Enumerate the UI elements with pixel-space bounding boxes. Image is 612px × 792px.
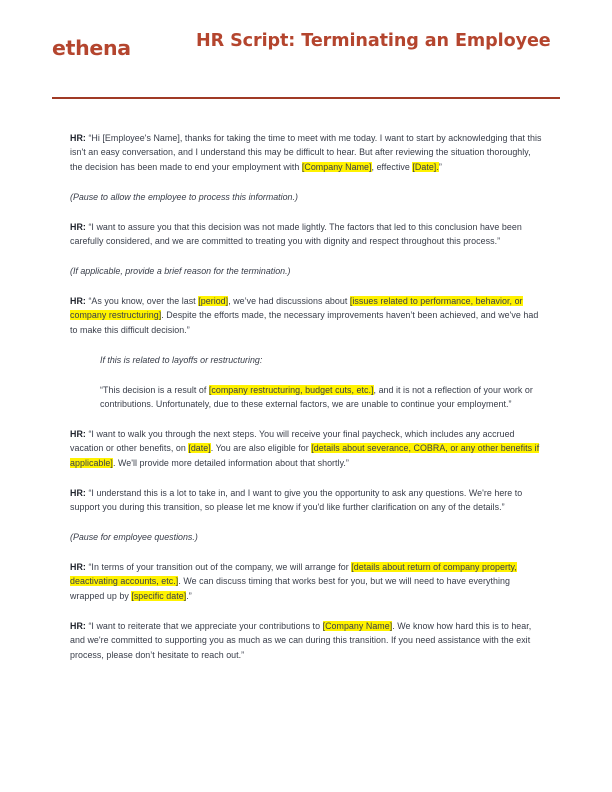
placeholder-highlight: [specific date] (131, 590, 187, 601)
stage-direction-pause-process: (Pause to allow the employee to process this information.) (70, 191, 298, 202)
document-header (52, 30, 560, 59)
script-line-reason: HR: “As you know, over the last [period], we’ve had discussions about [issues related to performance, behavior, or company restructuring]. Despite the efforts made, the necessary improvements haven’t been achieved, and we've had to make this difficult decision.” (70, 295, 539, 335)
speaker-label: HR: (70, 487, 86, 498)
script-line-closing: HR: “I want to reiterate that we appreciate your contributions to [Company Name]. We know how hard this is to hear, and we're committed to supporting you as much as we can during this transition. If you need assistance with the exit process, please don’t hesitate to reach out.” (70, 620, 532, 660)
speaker-label: HR: (70, 133, 86, 143)
placeholder-highlight: [period] (198, 295, 229, 306)
placeholder-highlight: [date] (188, 443, 211, 454)
placeholder-highlight: [company restructuring, budget cuts, etc.] (208, 384, 374, 395)
placeholder-highlight: [Company Name] (301, 161, 372, 172)
script-line-transition: HR: “In terms of your transition out of the company, we will arrange for [details about return of company property, deactivating accounts, etc.]. We can discuss timing that works best for you, but we will need to have everything wrapped up by [specific date].” (70, 562, 517, 601)
script-line-layoffs: “This decision is a result of [company restructuring, budget cuts, etc.], and it is not a reflection of your work or contributions. Unfortunately, due to these external factors, we are unable to continue your employment.” (100, 384, 533, 410)
page-title: HR Script: Terminating an Employee (196, 31, 551, 51)
stage-direction-reason-note: (If applicable, provide a brief reason for the termination.) (70, 266, 291, 277)
script-line-assurance: HR: “I want to assure you that this decision was not made lightly. The factors that led to this conclusion have been carefully considered, and we are committed to treating you with dignity and respect throughout this process.” (70, 221, 522, 247)
speaker-label: HR: (70, 620, 86, 631)
speaker-label: HR: (70, 562, 86, 573)
script-body (70, 131, 544, 662)
placeholder-highlight: [details about return of company property, deactivating accounts, etc.] (70, 562, 517, 587)
placeholder-highlight: [details about severance, COBRA, or any other benefits if applicable] (70, 443, 540, 468)
speaker-label: HR: (70, 428, 86, 439)
placeholder-highlight: [Date]. (412, 161, 439, 172)
stage-direction-pause-questions: (Pause for employee questions.) (70, 532, 198, 543)
header-divider (52, 97, 560, 99)
script-line-questions: HR: “I understand this is a lot to take in, and I want to give you the opportunity to ask any questions. We're here to support you during this transition, so please let me know if you'd like further clarification on any of the details.” (70, 487, 523, 513)
script-line-opening: HR: “Hi [Employee's Name], thanks for taking the time to meet with me today. I want to start by acknowledging that this isn't an easy conversation, and I understand this may be difficult to hear. But after reviewing the situation thoroughly, the decision has been made to end your employment with [Company Name], effective [Date].” (70, 133, 542, 172)
script-line-next-steps: HR: “I want to walk you through the next steps. You will receive your final paycheck, which includes any accrued vacation or other benefits, on [date]. You are also eligible for [details about severance, COBRA, or any other benefits if applicable]. We'll provide more detailed information about that shortly.” (70, 428, 540, 468)
placeholder-highlight: [Company Name] (322, 620, 393, 631)
brand-logo-text: ethena (52, 36, 131, 60)
speaker-label: HR: (70, 221, 86, 232)
conditional-note-layoffs-note: If this is related to layoffs or restructuring: (100, 354, 263, 365)
brand-logo (52, 30, 192, 59)
speaker-label: HR: (70, 295, 86, 306)
placeholder-highlight: [issues related to performance, behavior, or company restructuring] (70, 295, 523, 321)
